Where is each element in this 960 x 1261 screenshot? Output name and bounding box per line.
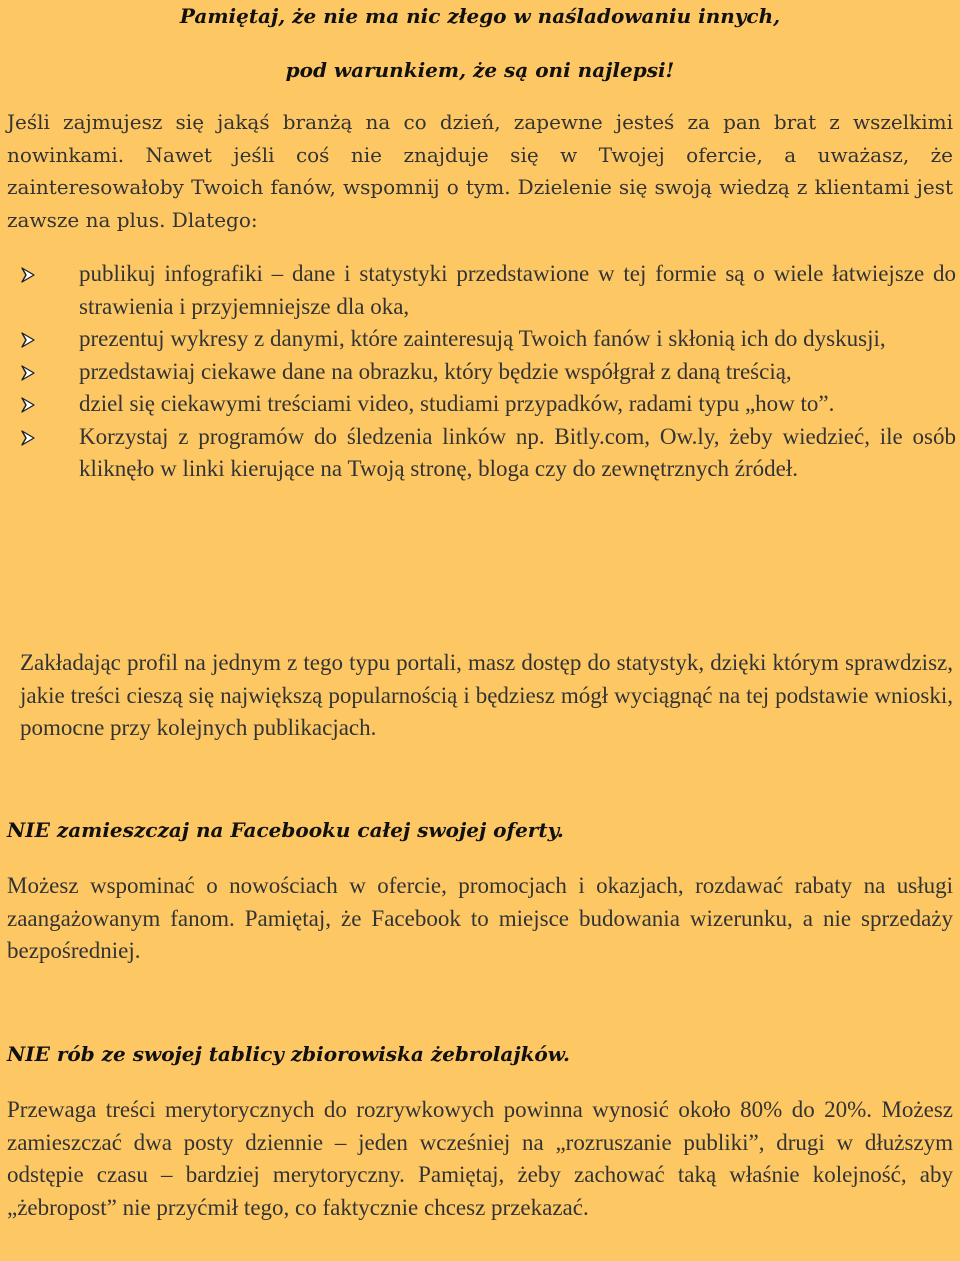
profile-paragraph: Zakładając profil na jednym z tego typu portali, masz dostęp do statystyk, dzięki którym sprawdzisz, jakie treści cieszą się największą popularnością i będziesz mógł wyciągnąć na tej podstawie wnioski, pomocne przy kolejnych publikacjach.: [20, 650, 953, 740]
list-item-text: Korzystaj z programów do śledzenia linków np. Bitly.com, Ow.ly, żeby wiedzieć, ile osób kliknęło w linki kierujące na Twoją stronę, bloga czy do zewnętrznych źródeł.: [79, 423, 956, 481]
intro-paragraph: Jeśli zajmujesz się jakąś branżą na co dzień, zapewne jesteś za pan brat z wszelkimi nowinkami. Nawet jeśli coś nie znajduje się w Twojej ofercie, a uważasz, że zainteresowałoby Twoich fanów, wspomnij o tym. Dzielenie się swoją wiedzą z klientami jest zawsze na plus. Dlatego:: [7, 110, 953, 232]
section-heading-likes: NIE rób ze swojej tablicy zbiorowiska żebrolajków.: [7, 1042, 570, 1066]
section-body-offer: Możesz wspominać o nowościach w ofercie, promocjach i okazjach, rozdawać rabaty na usługi zaangażowanym fanom. Pamiętaj, że Facebook to miejsce budowania wizerunku, a nie sprzedaży bezpośredniej.: [7, 873, 953, 963]
list-item-text: publikuj infografiki – dane i statystyki przedstawione w tej formie są o wiele łatwiejsze do strawienia i przyjemniejsze dla oka,: [79, 261, 956, 319]
arrowhead-bullet-icon: [20, 332, 36, 348]
list-item: [20, 388, 956, 421]
list-item-text: dziel się ciekawymi treściami video, studiami przypadków, radami typu „how to”.: [79, 391, 835, 416]
motto-line-2: pod warunkiem, że są oni najlepsi!: [285, 58, 675, 82]
list-item: [20, 323, 956, 356]
section-body-likes: Przewaga treści merytorycznych do rozrywkowych powinna wynosić około 80% do 20%. Możesz zamieszczać dwa posty dziennie – jeden wcześniej na „rozruszanie publiki”, drugi w dłuższym odstępie czasu – bardziej merytoryczny. Pamiętaj, żeby zachować taką właśnie kolejność, aby „żebropost” nie przyćmił tego, co faktycznie chcesz przekazać.: [7, 1097, 953, 1220]
arrowhead-bullet-icon: [20, 397, 36, 413]
list-item-text: przedstawiaj ciekawe dane na obrazku, który będzie współgrał z daną treścią,: [79, 358, 792, 384]
arrowhead-bullet-icon: [20, 267, 36, 283]
motto-line-1: Pamiętaj, że nie ma nic złego w naśladowaniu innych,: [179, 4, 781, 28]
list-item-text: prezentuj wykresy z danymi, które zainteresują Twoich fanów i skłonią ich do dyskusji,: [79, 326, 886, 351]
tips-list: [20, 258, 956, 486]
arrowhead-bullet-icon: [20, 365, 36, 381]
section-heading-offer: NIE zamieszczaj na Facebooku całej swojej oferty.: [7, 818, 564, 842]
arrowhead-bullet-icon: [20, 430, 36, 446]
list-item: [20, 258, 956, 323]
list-item: [20, 421, 956, 486]
list-item: [20, 356, 956, 389]
